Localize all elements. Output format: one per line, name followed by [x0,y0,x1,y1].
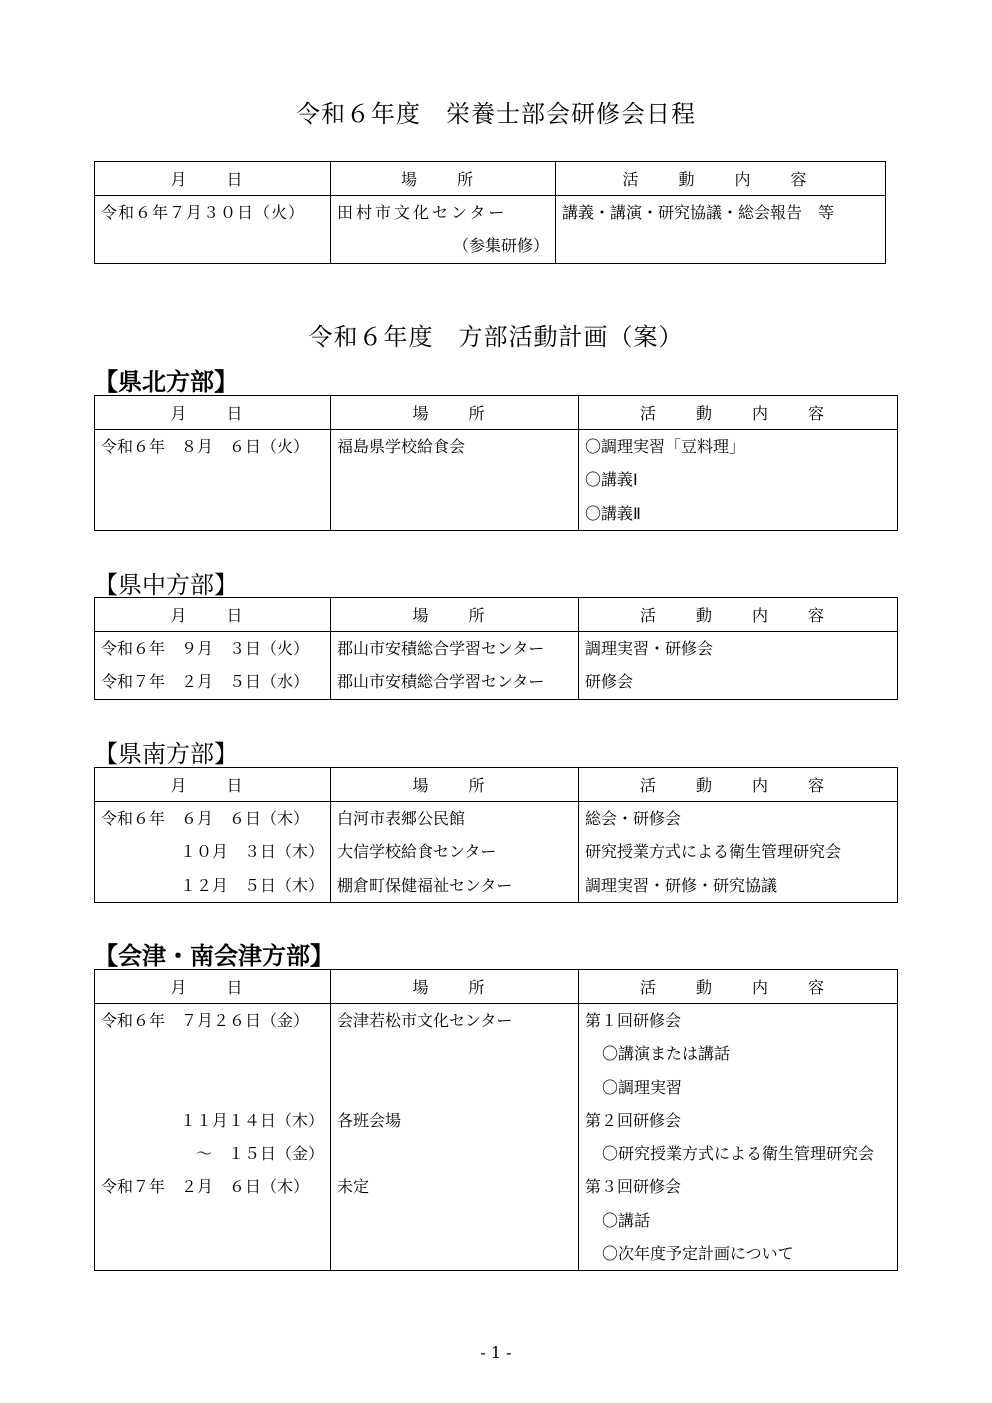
activity-text: 〇調理実習 [602,1077,683,1097]
activity-text: 研修会 [585,672,634,692]
main-title: 令和６年度 栄養士部会研修会日程 [296,100,696,128]
date-cell [95,430,331,531]
kenpoku-table [94,395,898,531]
col-header-place: 場 所 [331,162,556,196]
table-row [95,802,898,903]
date-text: 令和６年 ７月２６日（金） [101,1011,310,1030]
activity-cell [579,802,898,903]
activity-text: 調理実習・研修会 [585,639,714,658]
col-header-activity: 活 動 内 容 [579,970,898,1004]
activity-text: 第３回研修会 [585,1177,682,1197]
activity-cell [579,632,898,700]
date-text: １０月 ３日（木） [179,842,324,862]
table-header-row [95,768,898,802]
date-cell [95,632,331,700]
kenshu-table [94,161,886,264]
activity-cell [556,196,886,264]
page-number: - 1 - [480,1343,512,1362]
activity-text: 〇講義Ⅱ [585,503,641,523]
col-header-date: 月 日 [95,970,331,1004]
date-text: １１月１４日（木） [179,1110,324,1130]
activity-text: 第１回研修会 [585,1011,682,1030]
section-heading-kennan: 【県南方部】 [94,740,238,768]
date-cell [95,1004,331,1271]
place-note: （参集研修） [452,236,549,256]
col-header-date: 月 日 [95,598,331,632]
date-text: １２月 ５日（木） [179,875,324,895]
col-header-date: 月 日 [95,768,331,802]
activity-text: 〇調理実習「豆料理」 [585,437,746,456]
activity-text: 〇講義Ⅰ [585,470,638,490]
col-header-place: 場 所 [331,396,579,430]
table-header-row [95,396,898,430]
place-cell [331,632,579,700]
activity-text: 第２回研修会 [585,1110,682,1130]
date-text: 令和７年 ２月 ６日（木） [101,1177,310,1197]
activity-cell [579,1004,898,1271]
section-heading-kenchu: 【県中方部】 [94,571,238,599]
date-text: 令和６年 ８月 ６日（火） [101,437,310,456]
col-header-activity: 活 動 内 容 [556,162,886,196]
place-cell [331,430,579,531]
place-text: 田村市文化センター [337,203,508,222]
place-cell [331,1004,579,1271]
kennan-table [94,767,898,903]
col-header-activity: 活 動 内 容 [579,396,898,430]
date-cell [95,196,331,264]
col-header-date: 月 日 [95,162,331,196]
place-cell [331,196,556,264]
table-header-row [95,598,898,632]
place-text: 福島県学校給食会 [337,437,466,456]
plan-title: 令和６年度 方部活動計画（案） [308,323,684,351]
place-text: 郡山市安積総合学習センター [337,672,545,692]
place-text: 棚倉町保健福祉センター [337,875,513,895]
activity-text: 〇講演または講話 [602,1044,731,1064]
table-header-row [95,162,886,196]
activity-text: 調理実習・研修・研究協議 [585,875,778,895]
section-heading-kenpoku: 【県北方部】 [94,368,238,396]
table-row [95,430,898,531]
table-header-row [95,970,898,1004]
activity-text: 〇講話 [602,1210,651,1230]
place-text: 大信学校給食センター [337,842,497,862]
kenchu-table [94,597,898,700]
table-row [95,196,886,264]
col-header-place: 場 所 [331,970,579,1004]
activity-text: 研究授業方式による衛生管理研究会 [585,842,842,862]
place-text: 郡山市安積総合学習センター [337,639,545,658]
place-text: 未定 [337,1177,370,1197]
date-cell [95,802,331,903]
date-text: 令和７年 ２月 ５日（水） [101,672,310,692]
table-row [95,1004,898,1271]
place-cell [331,802,579,903]
place-text: 各班会場 [337,1110,402,1130]
activity-text: 総会・研修会 [585,809,682,828]
section-heading-aizu: 【会津・南会津方部】 [94,942,334,970]
place-text: 会津若松市文化センター [337,1011,513,1030]
date-text: 令和６年７月３０日（火） [101,203,306,222]
activity-text: 〇研究授業方式による衛生管理研究会 [602,1144,875,1164]
place-text: 白河市表郷公民館 [337,809,466,828]
activity-text: 〇次年度予定計画について [602,1244,794,1264]
col-header-place: 場 所 [331,768,579,802]
activity-text: 講義・講演・研究協議・総会報告 等 [562,203,835,222]
col-header-activity: 活 動 内 容 [579,598,898,632]
date-text: 令和６年 ６月 ６日（木） [101,809,310,828]
col-header-date: 月 日 [95,396,331,430]
date-text: 令和６年 ９月 ３日（火） [101,639,310,658]
col-header-place: 場 所 [331,598,579,632]
col-header-activity: 活 動 内 容 [579,768,898,802]
aizu-table [94,969,898,1271]
activity-cell [579,430,898,531]
table-row [95,632,898,700]
date-text: ～ １５日（金） [195,1144,324,1164]
